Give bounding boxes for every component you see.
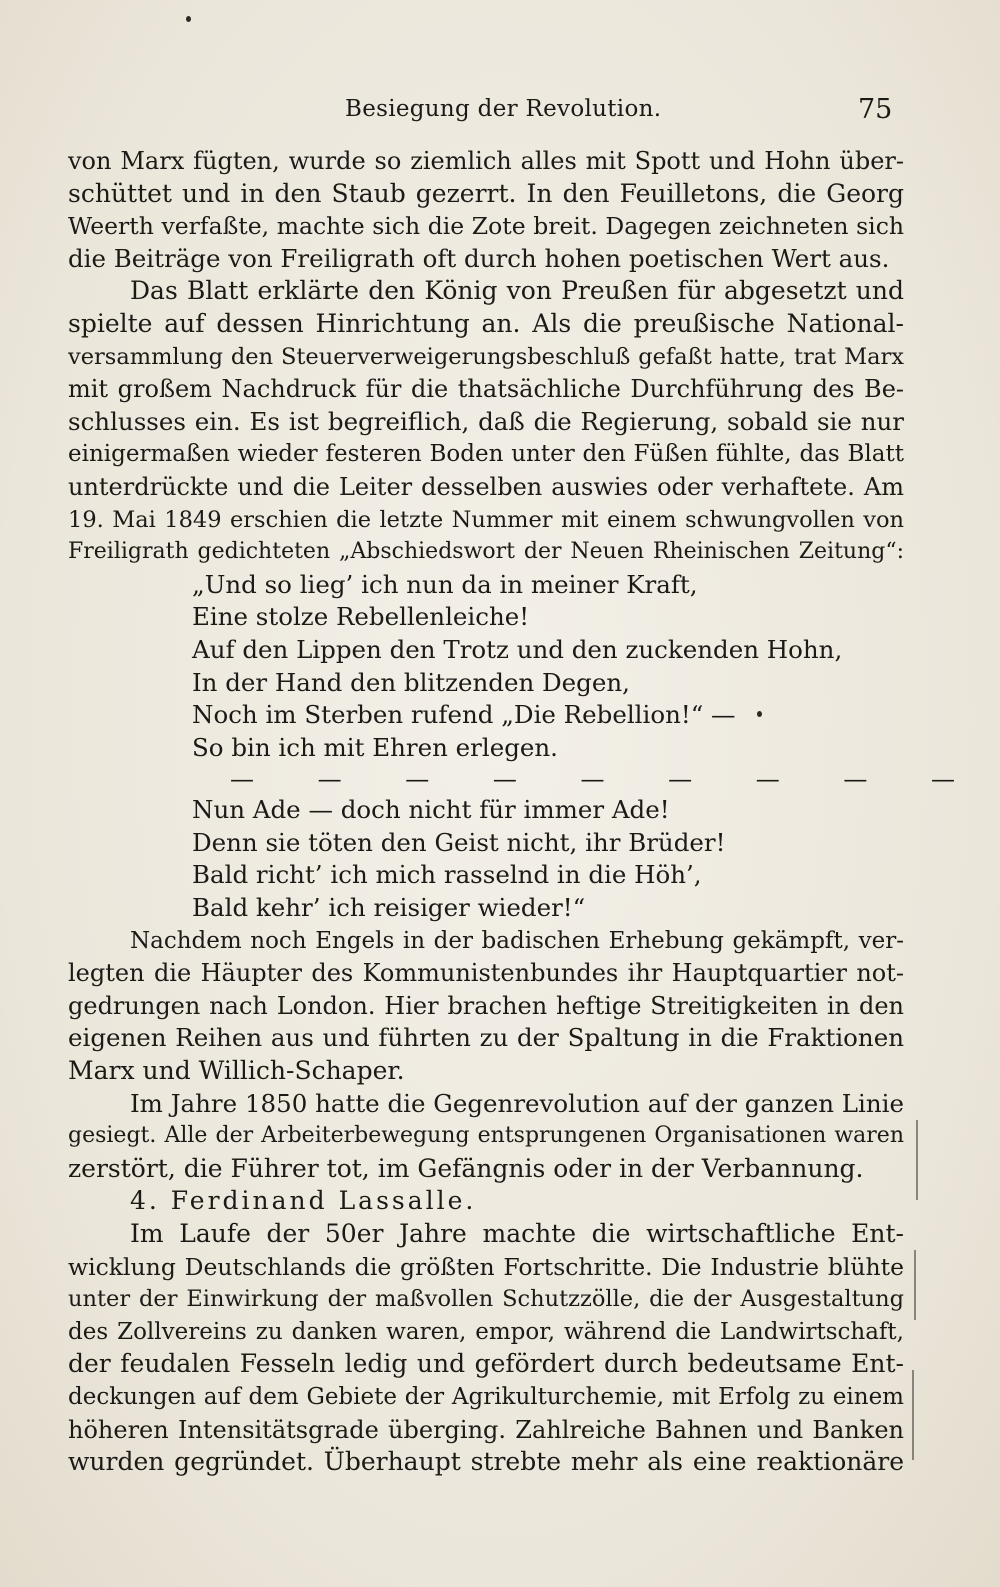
- text-line: unterdrückte und die Leiter desselben auswies oder verhaftete. Am: [68, 472, 904, 501]
- margin-pencil-mark: [912, 1370, 914, 1460]
- text-line: gedrungen nach London. Hier brachen heftige Streitigkeiten in den: [68, 991, 904, 1020]
- verse-line: Bald kehr’ ich reisiger wieder!“: [192, 893, 586, 923]
- verse-line: So bin ich mit Ehren erlegen.: [192, 732, 558, 762]
- text-line: Freiligrath gedichteten „Abschiedswort der Neuen Rheinischen Zeitung“:: [68, 539, 904, 565]
- text-line: schüttet und in den Staub gezerrt. In den Feuilletons, die Georg: [68, 178, 904, 208]
- text-line: deckungen auf dem Gebiete der Agrikulturchemie, mit Erfolg zu einem: [68, 1383, 904, 1410]
- text-line: Das Blatt erklärte den König von Preußen für abgesetzt und: [130, 276, 904, 306]
- running-title: Besiegung der Revolution.: [345, 96, 662, 122]
- text-line: spielte auf dessen Hinrichtung an. Als die preußische National-: [68, 308, 904, 338]
- text-line: Im Jahre 1850 hatte die Gegenrevolution auf der ganzen Linie: [130, 1088, 904, 1118]
- text-line: Weerth verfaßte, machte sich die Zote breit. Dagegen zeichneten sich: [68, 212, 904, 241]
- text-line: zerstört, die Führer tot, im Gefängnis oder in der Verbannung.: [68, 1153, 864, 1183]
- text-line: höheren Intensitätsgrade überging. Zahlreiche Bahnen und Banken: [68, 1415, 904, 1444]
- running-head: [0, 92, 1000, 132]
- section-heading: 4. Ferdinand Lassalle.: [130, 1186, 477, 1216]
- text-line: die Beiträge von Freiligrath oft durch hohen poetischen Wert aus.: [68, 243, 890, 273]
- text-line: legten die Häupter des Kommunistenbundes ihr Hauptquartier not-: [68, 959, 904, 988]
- verse-line: Nun Ade — doch nicht für immer Ade!: [192, 795, 670, 825]
- text-line: unter der Einwirkung der maßvollen Schutzzölle, die der Ausgestaltung: [68, 1286, 904, 1313]
- text-line: versammlung den Steuerverweigerungsbeschluß gefaßt hatte, trat Marx: [68, 343, 904, 370]
- verse-line: Noch im Sterben rufend „Die Rebellion!“ —: [192, 700, 736, 730]
- text-line: eigenen Reihen aus und führten zu der Spaltung in die Fraktionen: [68, 1023, 904, 1053]
- text-line: schlusses ein. Es ist begreiflich, daß die Regierung, sobald sie nur: [68, 406, 904, 436]
- verse-separator: — — — — — — — — —: [230, 765, 984, 794]
- verse-line: In der Hand den blitzenden Degen,: [192, 667, 630, 697]
- text-line: Nachdem noch Engels in der badischen Erhebung gekämpft, ver-: [130, 927, 904, 954]
- verse-line: Eine stolze Rebellenleiche!: [192, 602, 530, 632]
- text-line: wicklung Deutschlands die größten Fortschritte. Die Industrie blühte: [68, 1252, 904, 1281]
- text-line: der feudalen Fesseln ledig und gefördert durch bedeutsame Ent-: [68, 1349, 904, 1379]
- verse-line: Auf den Lippen den Trotz und den zuckenden Hohn,: [192, 634, 843, 664]
- margin-pencil-mark: [914, 1250, 916, 1320]
- verse-line: „Und so lieg’ ich nun da in meiner Kraft,: [192, 569, 698, 599]
- text-line: Marx und Willich-Schaper.: [68, 1056, 405, 1086]
- text-line: 19. Mai 1849 erschien die letzte Nummer mit einem schwungvollen von: [68, 506, 904, 533]
- page-number: 75: [858, 94, 893, 125]
- text-line: gesiegt. Alle der Arbeiterbewegung entsprungenen Organisationen waren: [68, 1123, 904, 1149]
- verse-line: Denn sie töten den Geist nicht, ihr Brüder!: [192, 827, 726, 857]
- text-line: einigermaßen wieder festeren Boden unter den Füßen fühlte, das Blatt: [68, 441, 904, 468]
- margin-pencil-mark: [916, 1120, 918, 1200]
- text-line: des Zollvereins zu danken waren, empor, während die Landwirtschaft,: [68, 1318, 904, 1345]
- text-line: mit großem Nachdruck für die thatsächliche Durchführung des Be-: [68, 375, 904, 404]
- verse-line: Bald richt’ ich mich rasselnd in die Höh’,: [192, 860, 702, 890]
- text-block: [68, 145, 984, 1479]
- text-line: Im Laufe der 50er Jahre machte die wirtschaftliche Ent-: [130, 1219, 904, 1248]
- text-line: wurden gegründet. Überhaupt strebte mehr als eine reaktionäre: [68, 1447, 904, 1477]
- ink-speck: [757, 711, 762, 717]
- ink-speck: [186, 16, 191, 22]
- text-line: von Marx fügten, wurde so ziemlich alles mit Spott und Hohn über-: [68, 147, 904, 175]
